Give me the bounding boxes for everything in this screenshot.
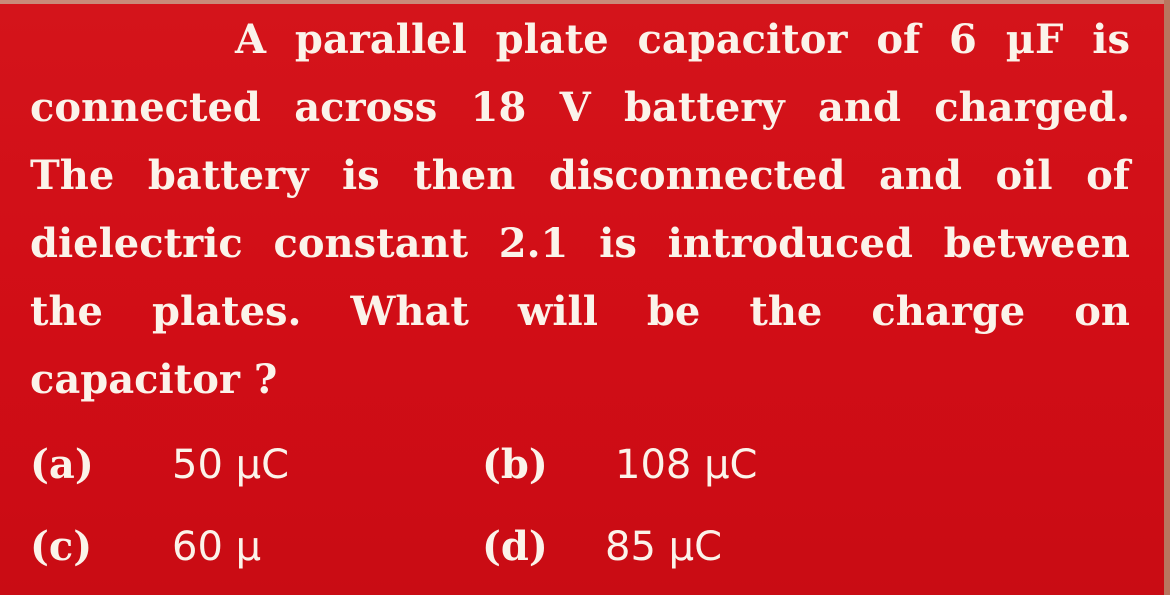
page-top-edge	[0, 0, 1170, 4]
option-c	[30, 522, 92, 572]
question-line: the plates. What will be the charge on	[30, 288, 1130, 335]
question-line: A parallel plate capacitor of 6 µF is	[235, 16, 1130, 63]
option-d-label: (d)	[482, 523, 548, 570]
option-c-value: 60 µ	[172, 524, 262, 570]
option-a-label: (a)	[30, 441, 94, 488]
option-d	[482, 522, 548, 572]
option-b-value: 108 µC	[615, 442, 758, 488]
page-right-edge	[1164, 0, 1170, 595]
option-a	[30, 440, 94, 490]
question-line: capacitor ?	[30, 356, 278, 403]
question-text	[30, 6, 1130, 414]
option-c-label: (c)	[30, 523, 93, 570]
question-line: dielectric constant 2.1 is introduced between	[30, 220, 1130, 267]
question-line: The battery is then disconnected and oil of	[30, 152, 1130, 199]
option-d-value: 85 µC	[605, 524, 722, 570]
question-line: connected across 18 V battery and charged.	[30, 84, 1130, 131]
option-b-label: (b)	[482, 441, 548, 488]
option-b	[482, 440, 548, 490]
option-a-value: 50 µC	[172, 442, 289, 488]
